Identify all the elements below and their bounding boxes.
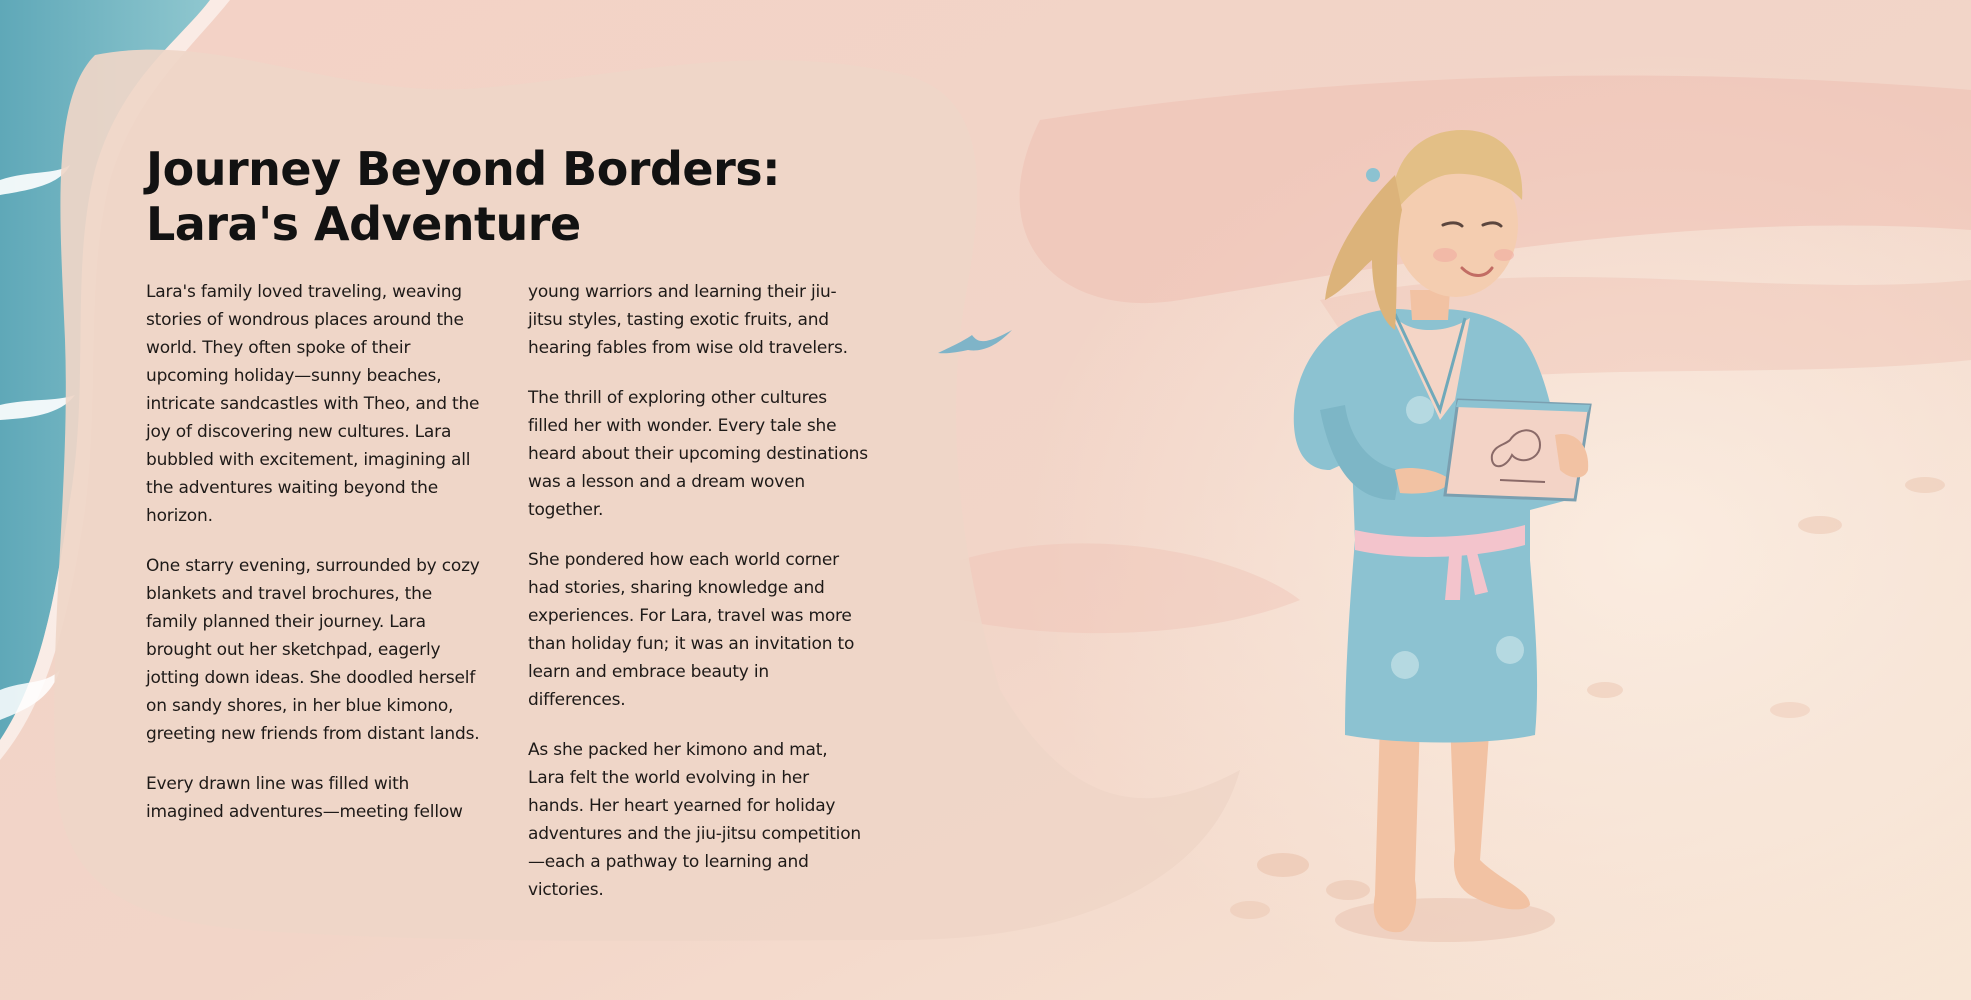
footprint	[1905, 477, 1945, 493]
story-paragraph: Lara's family loved traveling, weaving stories of wondrous places around the world. They often spoke of their upcoming holiday—sunny beaches, intricate sandcastles with Theo, and the joy of discovering new cultures. Lara bubbled with excitement, imagining all the adventures waiting beyond the horizon.	[146, 282, 480, 526]
story-title: Journey Beyond Borders: Lara's Adventure	[146, 142, 781, 251]
story-column-right	[528, 278, 868, 926]
footprint	[1326, 880, 1370, 900]
story-column-left	[146, 278, 486, 848]
footprint	[1257, 853, 1309, 877]
story-paragraph: As she packed her kimono and mat, Lara felt the world evolving in her hands. Her heart yearned for holiday adventures and the jiu-jitsu competition—each a pathway to learning and victories.	[528, 740, 861, 900]
footprint	[1770, 702, 1810, 718]
footprint	[1587, 682, 1623, 698]
story-paragraph: The thrill of exploring other cultures filled her with wonder. Every tale she heard about their upcoming destinations was a lesson and a dream woven together.	[528, 388, 868, 520]
story-text-panel	[146, 142, 896, 900]
footprint	[1230, 901, 1270, 919]
story-paragraph: Every drawn line was filled with imagined adventures—meeting fellow	[146, 774, 463, 822]
story-paragraph: She pondered how each world corner had stories, sharing knowledge and experiences. For Lara, travel was more than holiday fun; it was an invitation to learn and embrace beauty in differences.	[528, 550, 855, 710]
story-paragraph: One starry evening, surrounded by cozy blankets and travel brochures, the family planned their journey. Lara brought out her sketchpad, eagerly jotting down ideas. She doodled herself on sandy shores, in her blue kimono, greeting new friends from distant lands.	[146, 556, 480, 744]
story-paragraph: young warriors and learning their jiu-jitsu styles, tasting exotic fruits, and hearing fables from wise old travelers.	[528, 282, 848, 358]
footprint	[1798, 516, 1842, 534]
